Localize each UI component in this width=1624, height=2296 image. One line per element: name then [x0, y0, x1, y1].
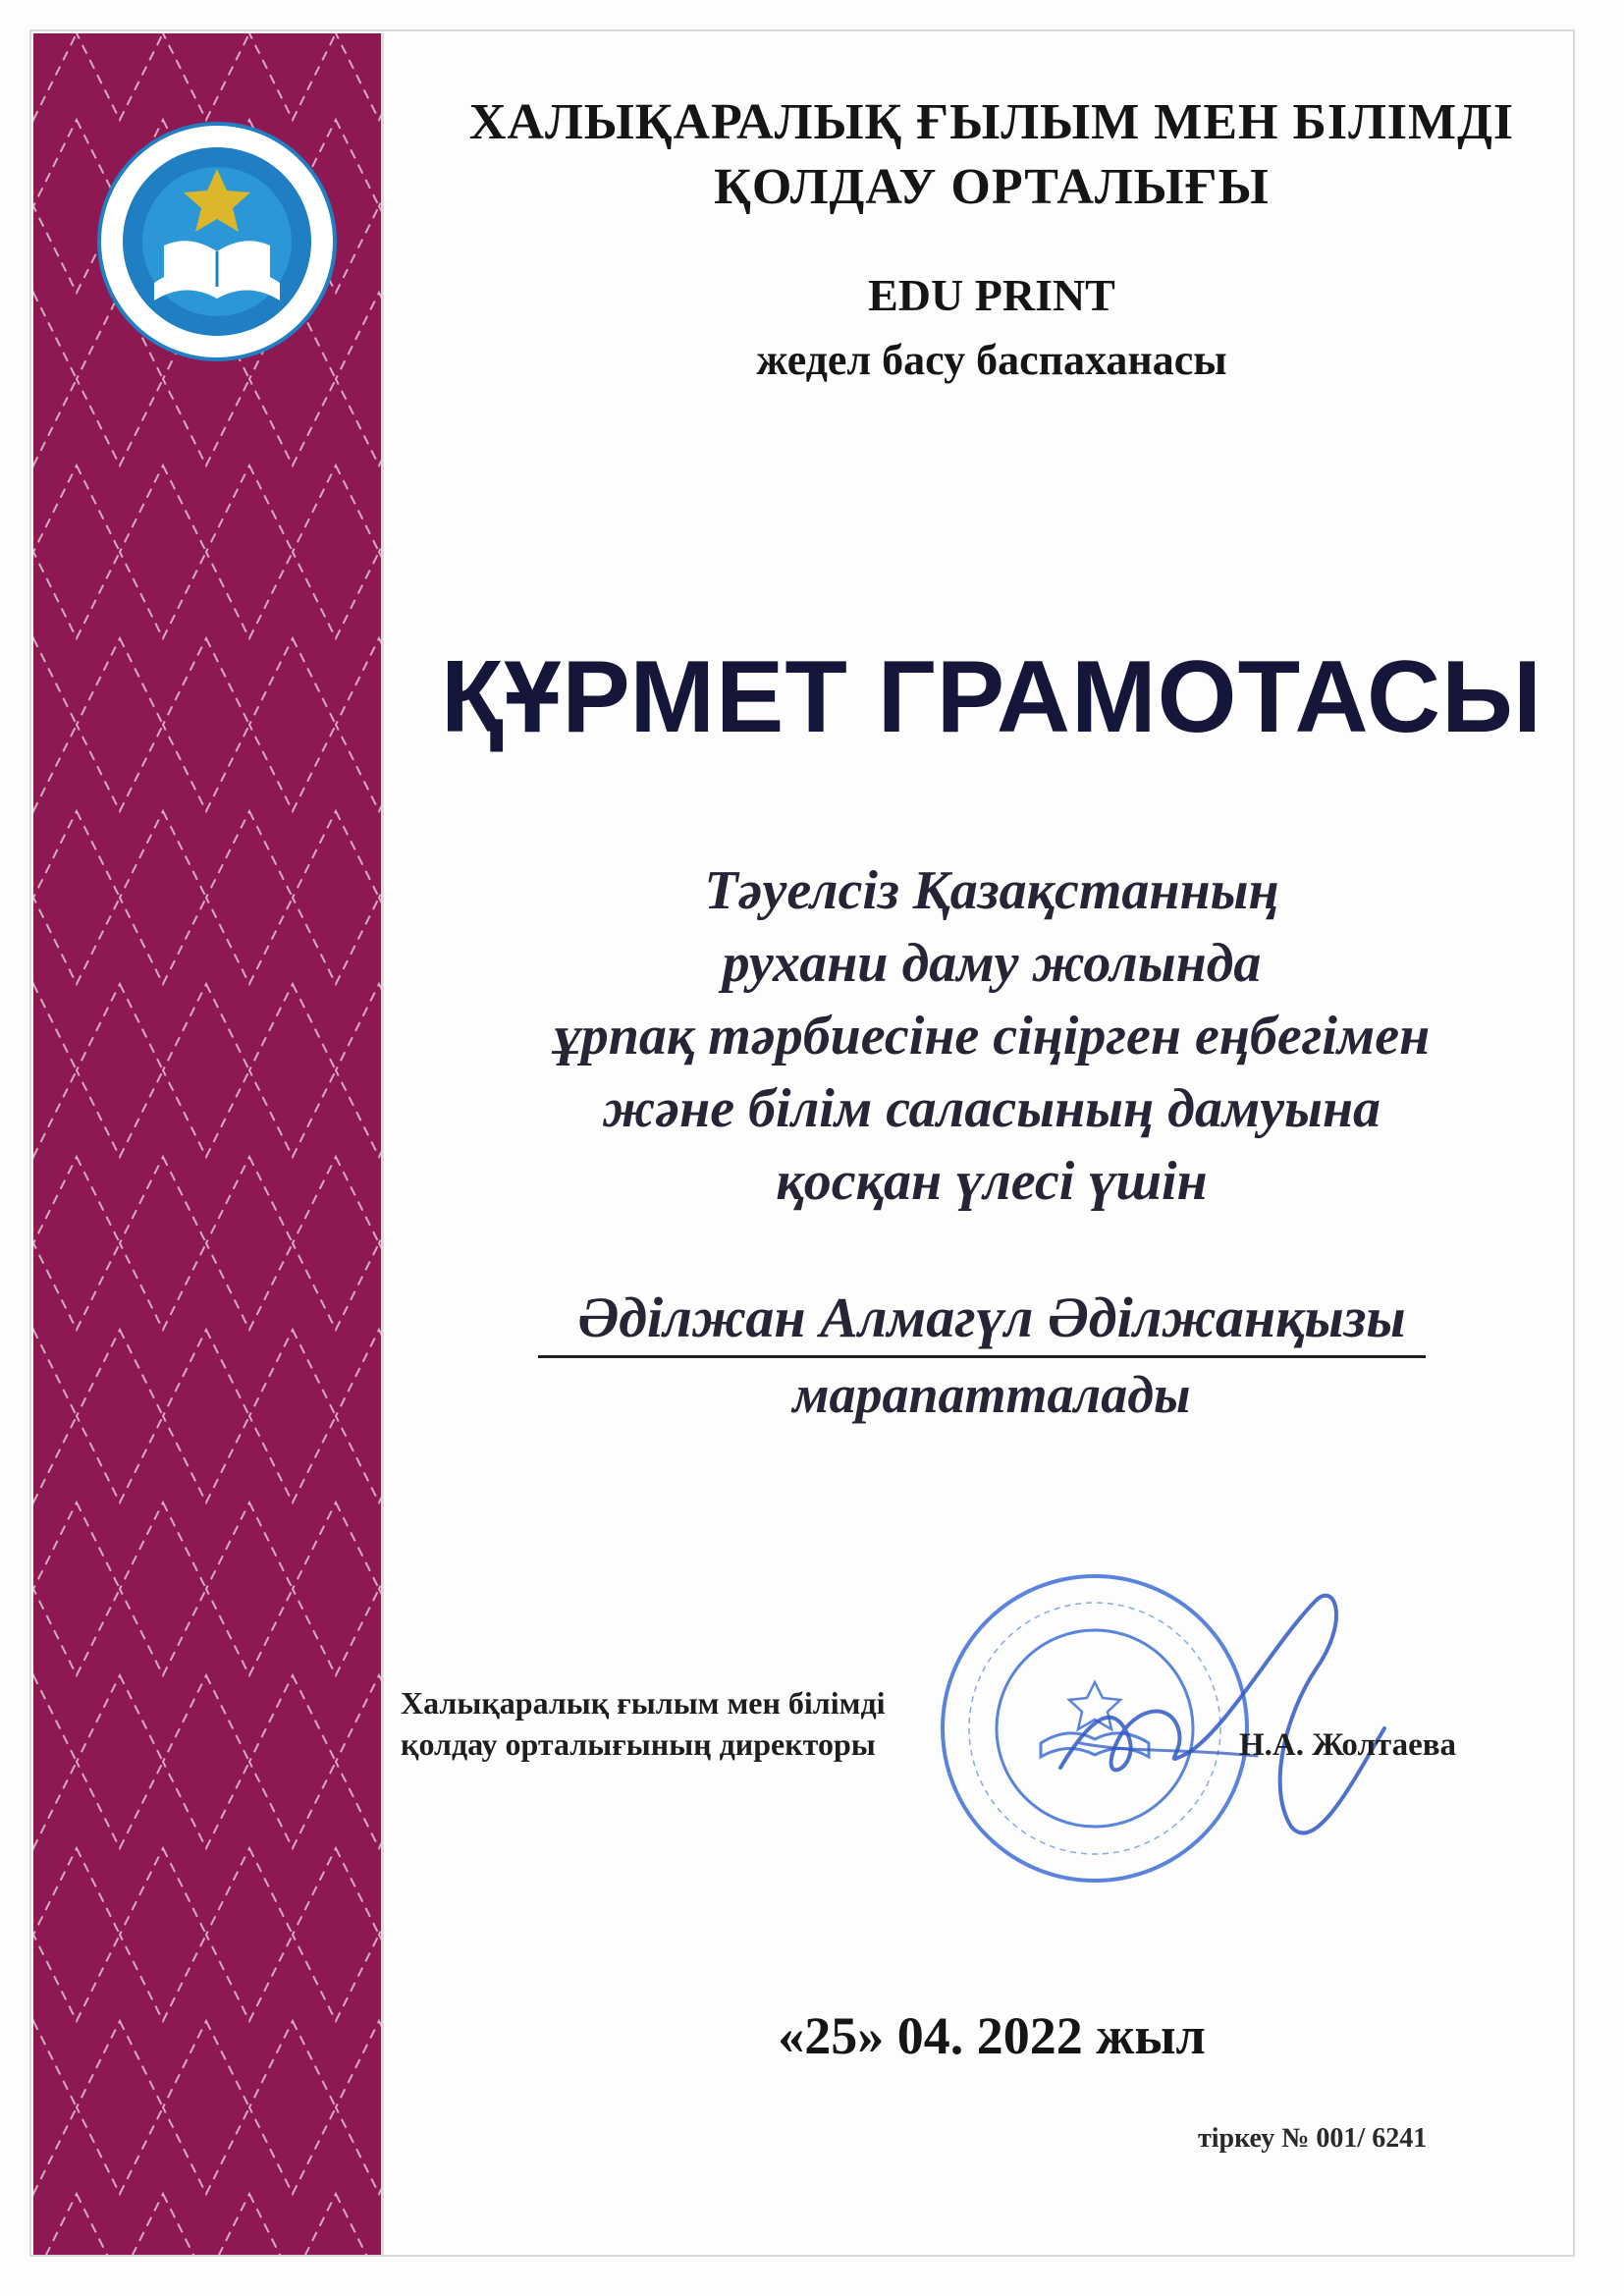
- lattice-diamond: [249, 1675, 336, 1848]
- lattice-pattern: [33, 33, 381, 2255]
- lattice-diamond: [336, 638, 381, 811]
- lattice-diamond: [33, 811, 120, 984]
- printer-name: EDU PRINT: [868, 270, 1115, 320]
- lattice-diamond: [163, 638, 249, 811]
- signatory-position-line1: Халықаралық ғылым мен білімді: [401, 1685, 886, 1721]
- lattice-diamond: [163, 1330, 249, 1503]
- lattice-diamond: [336, 1330, 381, 1503]
- issue-date: «25» 04. 2022 жыл: [778, 2006, 1206, 2065]
- lattice-diamond: [293, 1157, 379, 1330]
- registration-number: тіркеу № 001/ 6241: [1198, 2123, 1428, 2154]
- recipient-name: Әділжан Алмагүл Әділжанқызы: [577, 1285, 1406, 1349]
- lattice-diamond: [206, 1157, 293, 1330]
- lattice-diamond: [336, 2021, 381, 2194]
- lattice-diamond: [336, 293, 381, 465]
- decorative-side-band: [33, 33, 381, 2255]
- lattice-diamond: [206, 811, 293, 984]
- signatory-position-line2: қолдау орталығының директоры: [401, 1726, 876, 1762]
- lattice-diamond: [33, 1330, 77, 1503]
- recipient-underline: [538, 1355, 1426, 1358]
- awarded-text: марапатталады: [792, 1365, 1191, 1424]
- lattice-diamond: [77, 638, 163, 811]
- lattice-diamond: [293, 465, 379, 638]
- award-motive: [412, 854, 1571, 1218]
- lattice-diamond: [33, 1675, 77, 1848]
- lattice-diamond: [336, 33, 381, 120]
- printer-subtitle: жедел басу баспаханасы: [756, 336, 1227, 384]
- lattice-diamond: [293, 1848, 379, 2021]
- lattice-diamond: [249, 984, 336, 1157]
- lattice-diamond: [33, 1848, 120, 2021]
- lattice-diamond: [163, 2021, 249, 2194]
- lattice-diamond: [163, 1675, 249, 1848]
- signer-name: Н.А. Жолтаева: [1239, 1727, 1457, 1763]
- lattice-diamond: [293, 2194, 379, 2255]
- lattice-diamond: [33, 33, 77, 120]
- lattice-diamond: [293, 1503, 379, 1675]
- lattice-diamond: [77, 1330, 163, 1503]
- motive-line: рухани даму жолында: [722, 933, 1262, 994]
- lattice-diamond: [206, 2194, 293, 2255]
- certificate-title: ҚҰРМЕТ ГРАМОТАСЫ: [441, 640, 1543, 754]
- lattice-diamond: [249, 638, 336, 811]
- lattice-diamond: [33, 2194, 120, 2255]
- lattice-diamond: [33, 1503, 120, 1675]
- lattice-diamond: [120, 1157, 206, 1330]
- lattice-diamond: [77, 2021, 163, 2194]
- lattice-diamond: [249, 33, 336, 120]
- organization-name: [412, 90, 1571, 220]
- lattice-diamond: [77, 33, 163, 120]
- motive-line: қосқан үлесі үшін: [776, 1151, 1208, 1212]
- organization-name-line1: ХАЛЫҚАРАЛЫҚ ҒЫЛЫМ МЕН БІЛІМДІ: [468, 94, 1515, 150]
- lattice-diamond: [293, 811, 379, 984]
- lattice-diamond: [120, 465, 206, 638]
- lattice-diamond: [120, 811, 206, 984]
- band-edge-divider: [381, 33, 384, 2255]
- lattice-diamond: [163, 33, 249, 120]
- lattice-diamond: [33, 638, 77, 811]
- lattice-diamond: [120, 1848, 206, 2021]
- lattice-diamond: [33, 2021, 77, 2194]
- lattice-diamond: [33, 293, 77, 465]
- lattice-diamond: [336, 984, 381, 1157]
- lattice-diamond: [206, 1503, 293, 1675]
- organization-emblem-icon: [93, 118, 341, 365]
- lattice-diamond: [249, 1330, 336, 1503]
- motive-line: және білім саласының дамуына: [602, 1078, 1381, 1139]
- motive-line: ұрпақ тәрбиесіне сіңірген еңбегімен: [553, 1006, 1431, 1066]
- lattice-diamond: [120, 1503, 206, 1675]
- lattice-diamond: [33, 984, 77, 1157]
- organization-name-line2: ҚОЛДАУ ОРТАЛЫҒЫ: [714, 159, 1270, 215]
- lattice-diamond: [33, 465, 120, 638]
- lattice-diamond: [336, 1675, 381, 1848]
- motive-line: Тәуелсіз Қазақстанның: [704, 860, 1279, 921]
- lattice-diamond: [206, 465, 293, 638]
- lattice-diamond: [206, 1848, 293, 2021]
- signatory-position: [401, 1682, 886, 1765]
- lattice-diamond: [77, 1675, 163, 1848]
- lattice-diamond: [33, 1157, 120, 1330]
- lattice-diamond: [120, 2194, 206, 2255]
- lattice-diamond: [77, 984, 163, 1157]
- lattice-diamond: [163, 984, 249, 1157]
- lattice-diamond: [249, 2021, 336, 2194]
